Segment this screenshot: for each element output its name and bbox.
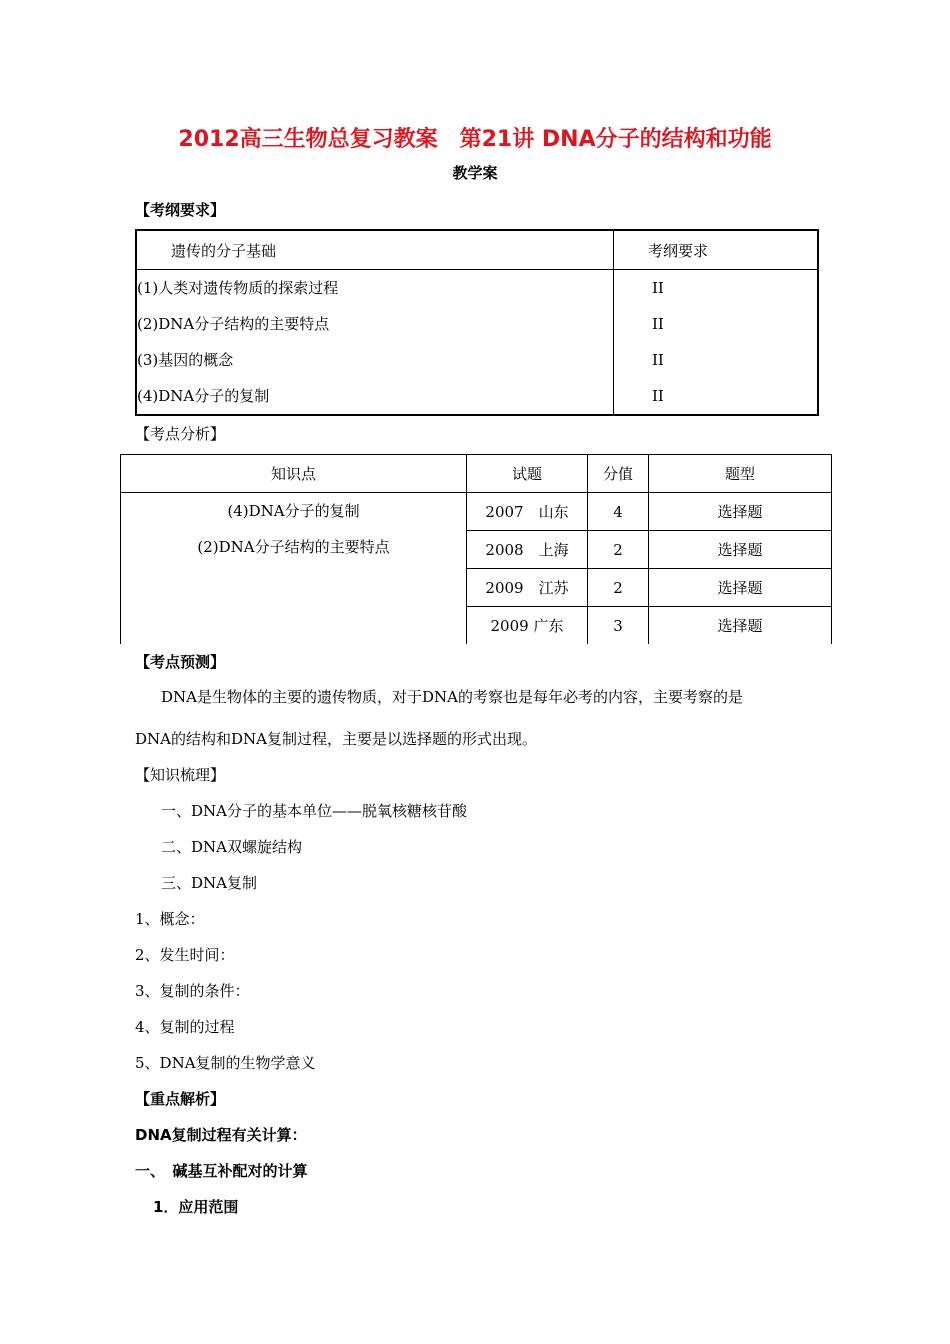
score-cell: 2	[588, 531, 649, 569]
exam-cell: 2008 上海	[467, 531, 588, 569]
table1-items	[136, 270, 614, 416]
exam-cell: 2009 江苏	[467, 569, 588, 607]
knowledge-item: 一、DNA分子的基本单位——脱氧核糖核苷酸	[161, 802, 467, 820]
exam-cell: 2009 广东	[467, 607, 588, 645]
level-value: II	[652, 351, 664, 369]
list-item: 3、复制的条件：	[135, 982, 250, 1000]
section-prediction: 【考点预测】	[135, 653, 226, 671]
level-value: II	[652, 315, 664, 333]
type-cell: 选择题	[649, 569, 832, 607]
table2-header-knowledge: 知识点	[121, 455, 467, 493]
sub-heading: 1．应用范围	[153, 1198, 239, 1216]
list-item: 2、发生时间：	[135, 946, 235, 964]
table1-levels	[614, 270, 819, 416]
calc-heading: DNA复制过程有关计算：	[135, 1126, 307, 1144]
type-cell: 选择题	[649, 531, 832, 569]
level-value: II	[652, 387, 664, 405]
table2-header-exam: 试题	[467, 455, 588, 493]
page-subtitle: 教学案	[452, 164, 498, 182]
table2-header-score: 分值	[588, 455, 649, 493]
table1-header-level: 考纲要求	[614, 230, 819, 270]
knowledge-item: 三、DNA复制	[161, 874, 257, 892]
requirements-table	[135, 229, 819, 416]
type-cell: 选择题	[649, 493, 832, 531]
score-cell: 3	[588, 607, 649, 645]
exam-cell: 2007 山东	[467, 493, 588, 531]
section-exam-requirements: 【考纲要求】	[135, 201, 226, 219]
part-heading: 一、 碱基互补配对的计算	[135, 1162, 308, 1180]
section-knowledge: 【知识梳理】	[135, 766, 226, 784]
table-row: (1)人类对遗传物质的探索过程	[137, 279, 339, 297]
prediction-line-2: DNA的结构和DNA复制过程，主要是以选择题的形式出现。	[135, 730, 537, 748]
score-cell: 2	[588, 569, 649, 607]
list-item: 5、DNA复制的生物学意义	[135, 1054, 316, 1072]
score-cell: 4	[588, 493, 649, 531]
analysis-table	[120, 454, 832, 644]
knowledge-item: 二、DNA双螺旋结构	[161, 838, 302, 856]
page-title: 2012高三生物总复习教案 第21讲 DNA分子的结构和功能	[178, 127, 772, 152]
knowledge-cell: (4)DNA分子的复制 (2)DNA分子结构的主要特点	[121, 493, 467, 645]
section-key-analysis: 【重点解析】	[135, 1090, 226, 1108]
table-row: (3)基因的概念	[137, 351, 234, 369]
level-value: II	[652, 279, 664, 297]
table-row: (4)DNA分子的复制	[137, 387, 270, 405]
table-row: (2)DNA分子结构的主要特点	[137, 315, 330, 333]
type-cell: 选择题	[649, 607, 832, 645]
prediction-line-1: DNA是生物体的主要的遗传物质，对于DNA的考察也是每年必考的内容，主要考察的是	[161, 688, 743, 706]
table1-header-topic: 遗传的分子基础	[136, 230, 614, 270]
table2-header-type: 题型	[649, 455, 832, 493]
list-item: 4、复制的过程	[135, 1018, 235, 1036]
section-point-analysis: 【考点分析】	[135, 425, 226, 443]
list-item: 1、概念：	[135, 910, 205, 928]
